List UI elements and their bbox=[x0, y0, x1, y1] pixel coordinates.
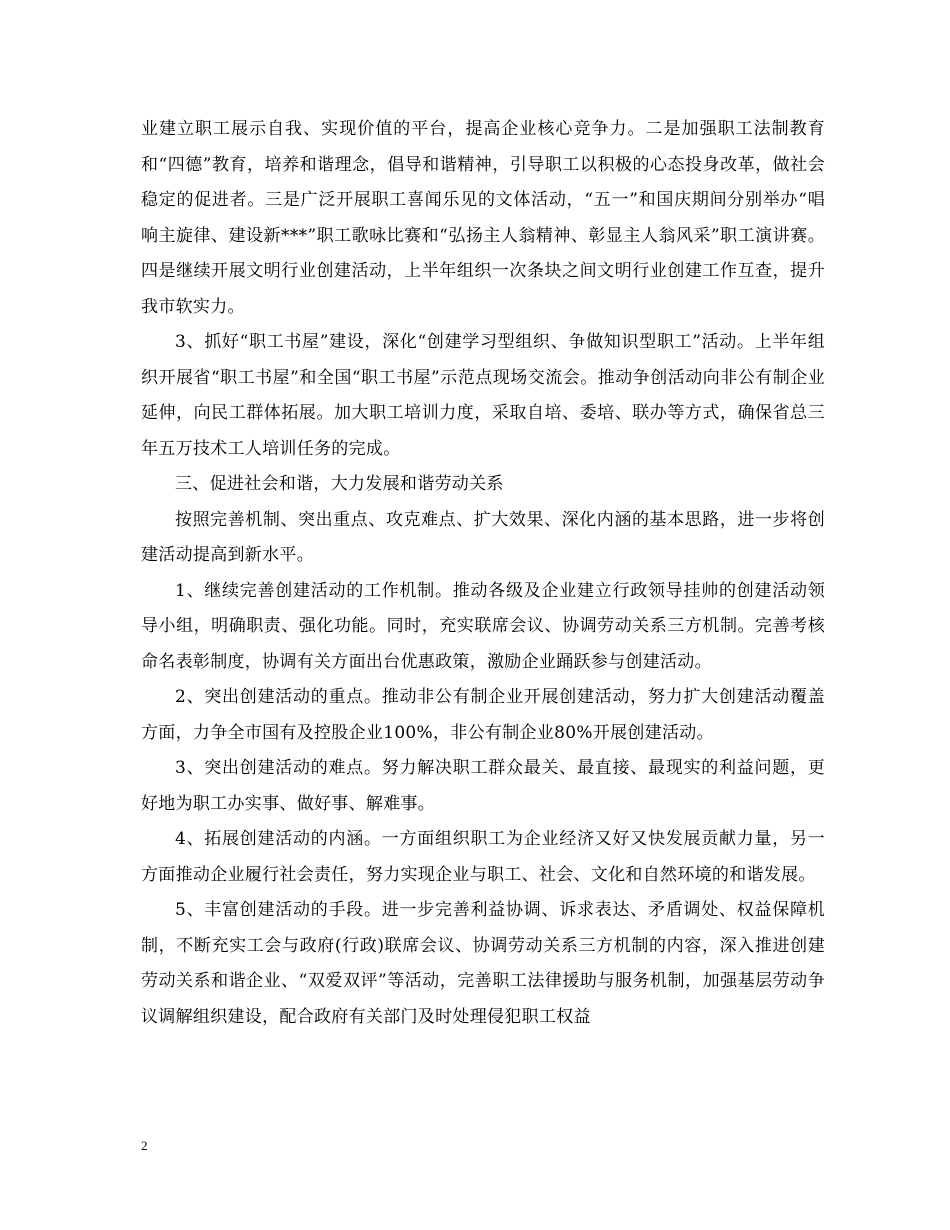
paragraph-7: 4、拓展创建活动的内涵。一方面组织职工为企业经济又好又快发展贡献力量，另一方面推动企业履行社会责任，努力实现企业与职工、社会、文化和自然环境的和谐发展。 bbox=[141, 829, 825, 885]
paragraph-6: 3、突出创建活动的难点。努力解决职工群众最关、最直接、最现实的利益问题，更好地为职工办实事、做好事、解难事。 bbox=[141, 758, 825, 814]
paragraph-8: 5、丰富创建活动的手段。进一步完善利益协调、诉求表达、矛盾调处、权益保障机制，不断充实工会与政府(行政)联席会议、协调劳动关系三方机制的内容，深入推进创建劳动关系和谐企业、“双爱双评”等活动，完善职工法律援助与服务机制，加强基层劳动争议调解组织建设，配合政府有关部门及时处理侵犯职工权益 bbox=[141, 900, 825, 1027]
paragraph-1: 业建立职工展示自我、实现价值的平台，提高企业核心竞争力。二是加强职工法制教育和“四德”教育，培养和谐理念，倡导和谐精神，引导职工以积极的心态投身改革，做社会稳定的促进者。三是广泛开展职工喜闻乐见的文体活动，“五一”和国庆期间分别举办“唱响主旋律、建设新***”职工歌咏比赛和“弘扬主人翁精神、彰显主人翁风采”职工演讲赛。四是继续开展文明行业创建活动，上半年组织一次条块之间文明行业创建工作互查，提升我市软实力。 bbox=[141, 119, 825, 317]
paragraph-2: 3、抓好“职工书屋”建设，深化“创建学习型组织、争做知识型职工”活动。上半年组织开展省“职工书屋”和全国“职工书屋”示范点现场交流会。推动争创活动向非公有制企业延伸，向民工群体拓展。加大职工培训力度，采取自培、委培、联办等方式，确保省总三年五万技术工人培训任务的完成。 bbox=[141, 332, 825, 459]
paragraph-3: 按照完善机制、突出重点、攻克难点、扩大效果、深化内涵的基本思路，进一步将创建活动提高到新水平。 bbox=[141, 509, 825, 565]
body-text bbox=[141, 112, 825, 1035]
paragraph-4: 1、继续完善创建活动的工作机制。推动各级及企业建立行政领导挂帅的创建活动领导小组，明确职责、强化功能。同时，充实联席会议、协调劳动关系三方机制。完善考核命名表彰制度，协调有关方面出台优惠政策，激励企业踊跃参与创建活动。 bbox=[141, 580, 825, 672]
page-number: 2 bbox=[141, 1138, 148, 1153]
paragraph-5: 2、突出创建活动的重点。推动非公有制企业开展创建活动，努力扩大创建活动覆盖方面，力争全市国有及控股企业100%，非公有制企业80%开展创建活动。 bbox=[141, 687, 825, 743]
section-heading: 三、促进社会和谐，大力发展和谐劳动关系 bbox=[175, 474, 504, 494]
